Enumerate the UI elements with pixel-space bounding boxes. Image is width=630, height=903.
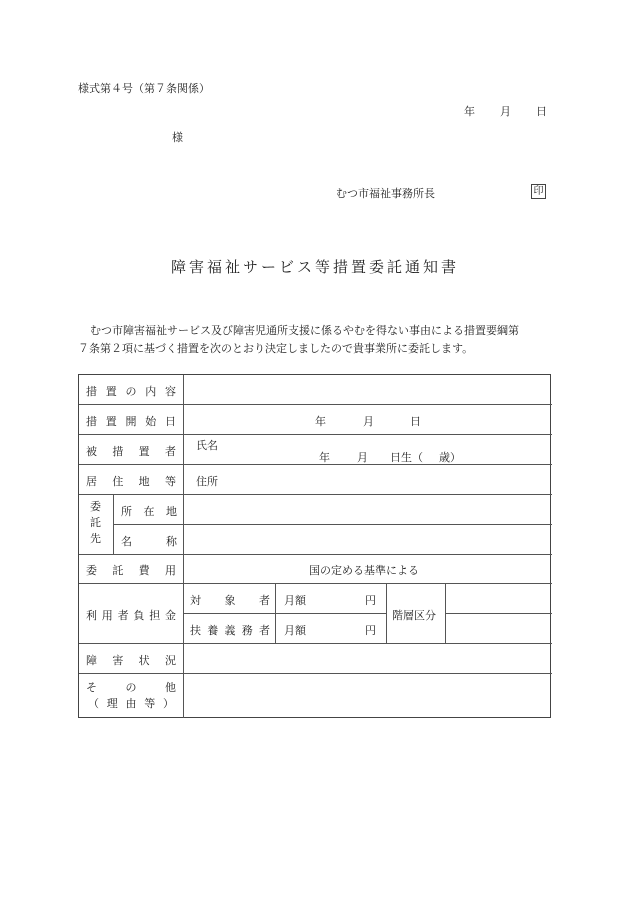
label-char: 置: [105, 385, 117, 398]
label-char: 者: [259, 624, 270, 637]
label-char: 者: [117, 609, 129, 622]
label-char: 称: [166, 535, 177, 548]
label-char: 所: [121, 505, 132, 518]
label-char: 容: [165, 385, 176, 398]
label-char: 措: [112, 445, 124, 458]
col-divider: [183, 375, 184, 718]
subject-monthly-label: 月額: [284, 594, 306, 607]
start-date-month: 月: [363, 415, 374, 428]
label-char: 負: [133, 609, 145, 622]
label-other-reason: [88, 695, 174, 711]
label-char: 障: [86, 654, 97, 667]
label-char: 内: [145, 385, 157, 398]
label-char: そ: [86, 681, 97, 694]
label-residence: [86, 473, 176, 489]
label-char: 被: [86, 445, 97, 458]
date-day-label: 日: [536, 105, 547, 118]
label-char: 名: [121, 535, 132, 548]
row-divider: [79, 673, 552, 674]
start-date-year: 年: [315, 415, 326, 428]
measure-content-field[interactable]: [185, 376, 550, 403]
row-divider: [113, 524, 552, 525]
birth-day-open: 日生（: [390, 451, 423, 464]
label-char: 措: [86, 415, 97, 428]
label-supporter: [190, 622, 270, 638]
label-char: 居: [86, 475, 97, 488]
label-contractor-group: [90, 499, 101, 547]
subject-yen: 円: [365, 594, 376, 607]
age-suffix: 歳）: [439, 451, 461, 464]
label-char: 託: [112, 564, 124, 577]
label-char: 理: [106, 697, 118, 710]
label-char: 者: [164, 445, 176, 458]
row-divider: [79, 554, 552, 555]
label-char: 象: [224, 594, 236, 607]
col-divider: [275, 583, 276, 643]
label-person: [86, 443, 176, 459]
label-char: ）: [163, 697, 174, 710]
label-char: 地: [166, 505, 177, 518]
label-char: 養: [207, 624, 219, 637]
label-start-date: [86, 413, 176, 429]
label-char: 用: [101, 609, 113, 622]
label-char: 日: [165, 415, 176, 428]
label-char: 開: [125, 415, 137, 428]
label-measure-content: [86, 383, 176, 399]
label-char: 委: [86, 564, 97, 577]
row-divider: [445, 613, 552, 614]
label-char: の: [125, 385, 137, 398]
label-char: 地: [138, 475, 150, 488]
label-char: 対: [190, 594, 201, 607]
row-divider: [183, 613, 386, 614]
label-fee: [86, 562, 176, 578]
label-char: （: [88, 697, 99, 710]
label-char: 措: [86, 385, 97, 398]
col-divider: [445, 583, 446, 643]
label-char: 況: [164, 654, 176, 667]
col-divider: [386, 583, 387, 643]
label-char: 利: [86, 609, 97, 622]
label-char: 由: [125, 697, 137, 710]
date-year-label: 年: [464, 105, 475, 118]
label-char: 扶: [190, 624, 201, 637]
label-char: 務: [241, 624, 253, 637]
row-divider: [79, 404, 552, 405]
label-contractor-name: [121, 533, 177, 549]
label-char: 金: [164, 609, 176, 622]
form-number: 様式第４号（第７条関係）: [78, 82, 210, 95]
start-date-day: 日: [410, 415, 421, 428]
person-name-label: 氏名: [196, 439, 218, 452]
address-label: 住所: [196, 475, 218, 488]
issuer: むつ市福祉事務所長: [336, 187, 435, 200]
seal-mark: 印: [531, 184, 546, 199]
row-divider: [79, 434, 552, 435]
row-divider: [79, 583, 552, 584]
label-char: 在: [143, 505, 155, 518]
label-char: の: [125, 681, 137, 694]
label-char: 託: [90, 516, 101, 529]
label-char: 害: [112, 654, 124, 667]
label-char: 始: [145, 415, 157, 428]
date-month-label: 月: [500, 105, 511, 118]
document-title: 障害福祉サービス等措置委託通知書: [171, 258, 460, 276]
row-divider: [79, 494, 552, 495]
label-char: 用: [164, 564, 176, 577]
row-divider: [79, 643, 552, 644]
label-char: 義: [224, 624, 236, 637]
fee-value: 国の定める基準による: [309, 564, 419, 577]
row-divider: [79, 464, 552, 465]
label-char: 住: [112, 475, 124, 488]
label-char: 者: [259, 594, 270, 607]
label-char: 担: [149, 609, 161, 622]
col-divider: [113, 494, 114, 554]
label-char: 他: [165, 681, 176, 694]
label-char: 委: [90, 500, 101, 513]
birth-year: 年: [319, 451, 330, 464]
supporter-yen: 円: [365, 624, 376, 637]
label-contractor-location: [121, 503, 177, 519]
label-disability: [86, 652, 176, 668]
label-char: 費: [138, 564, 150, 577]
label-char: 等: [144, 697, 156, 710]
label-char: 状: [138, 654, 150, 667]
body-line-2: ７条第２項に基づく措置を次のとおり決定しましたので貴事業所に委託します。: [78, 342, 474, 355]
label-user-burden: [86, 607, 176, 623]
form-table: [78, 374, 551, 718]
addressee-suffix: 様: [172, 131, 183, 144]
label-other: [86, 679, 176, 695]
label-char: 先: [90, 532, 101, 545]
label-subject: [190, 592, 270, 608]
birth-month: 月: [357, 451, 368, 464]
label-char: 置: [138, 445, 150, 458]
body-line-1: むつ市障害福祉サービス及び障害児通所支援に係るやむを得ない事由による措置要綱第: [90, 324, 519, 337]
label-char: 等: [164, 475, 176, 488]
supporter-monthly-label: 月額: [284, 624, 306, 637]
label-char: 置: [105, 415, 117, 428]
tier-label: 階層区分: [392, 609, 436, 622]
